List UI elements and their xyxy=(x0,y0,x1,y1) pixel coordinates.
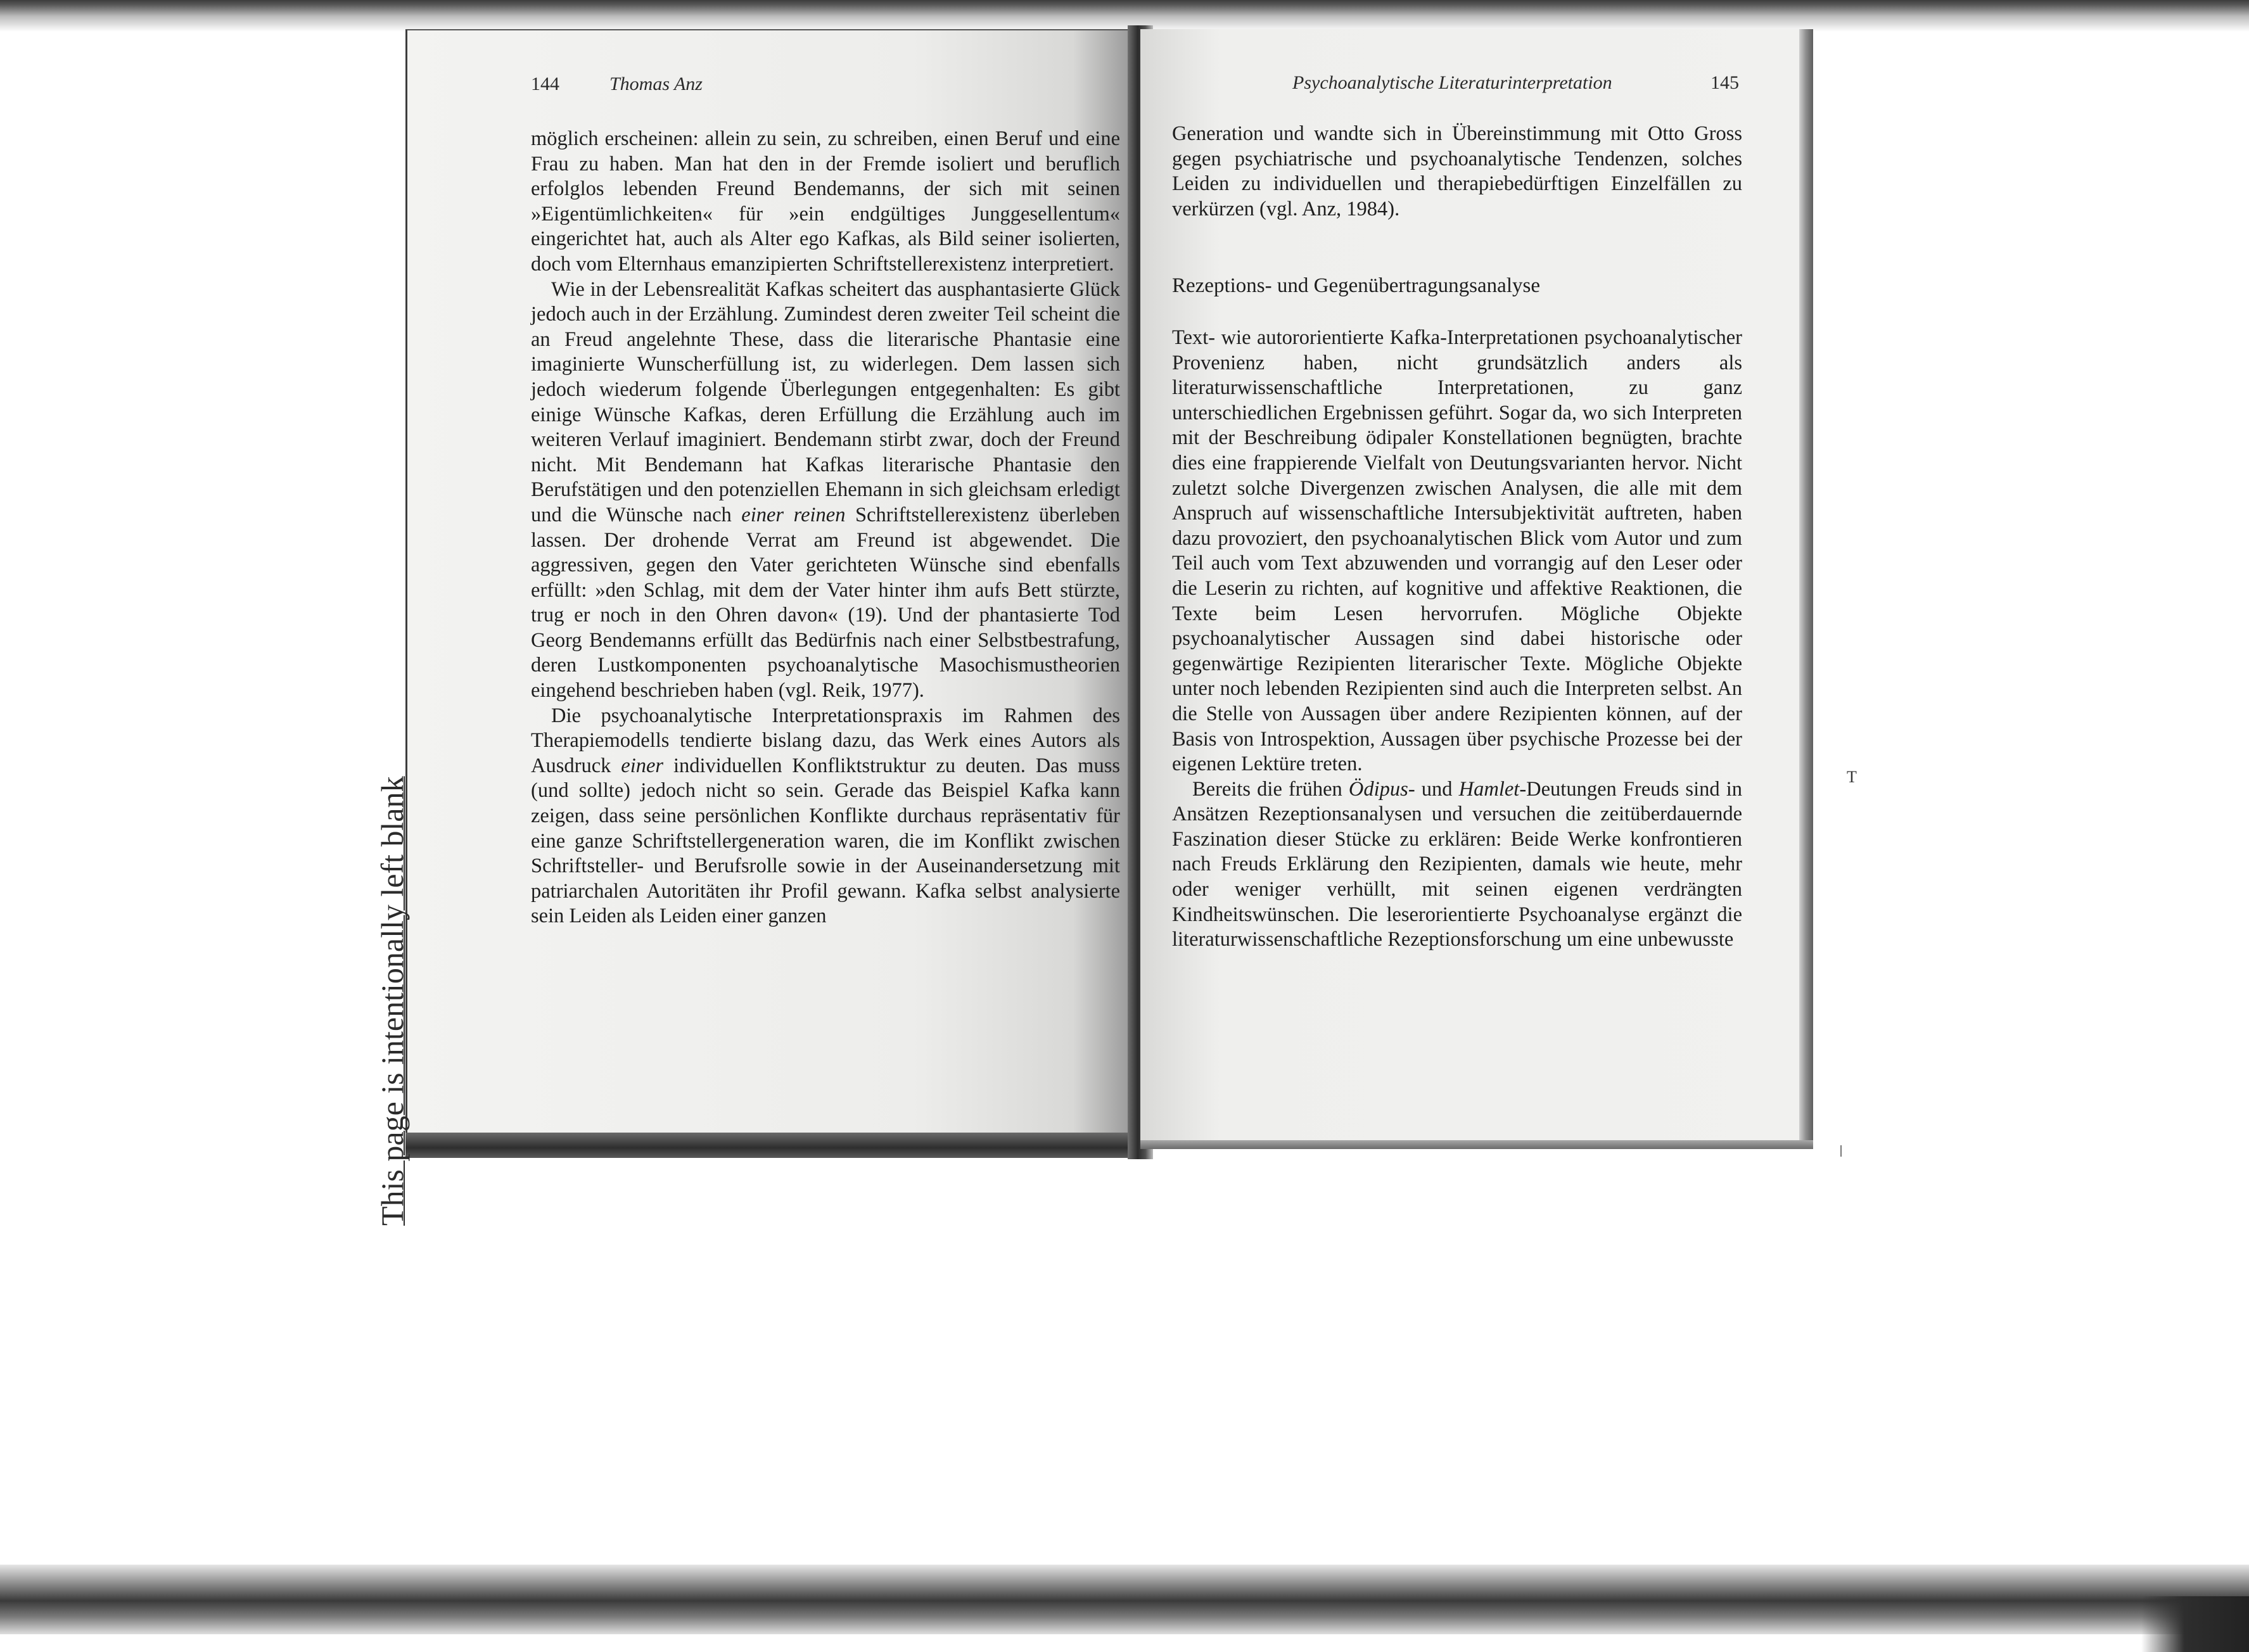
italic-text: reinen xyxy=(793,503,846,526)
left_page-paragraph xyxy=(531,277,1120,704)
right-page-number: 145 xyxy=(1711,72,1739,93)
body-text xyxy=(784,504,794,526)
right_page-paragraph xyxy=(1172,777,1742,953)
edge-tick xyxy=(1840,1145,1842,1157)
right-page-intro xyxy=(1172,122,1742,222)
right-page-bottom-edge xyxy=(1140,1140,1813,1149)
body-text: Text- wie autororientierte Kafka-Interpretationen psychoanalytischer Provenienz haben, nicht grundsätzlich anders als literaturwissenschaftliche Interpretationen, zu ganz unterschiedlichen Ergebnissen geführt. Sogar da, wo sich Interpreten mit der Beschreibung ödipaler Konstellationen begnügten, brachte dies eine frappierende Vielfalt von Deutungsvarianten hervor. Nicht zuletzt solche Divergenzen zwischen Analysen, die alle mit dem Anspruch auf wissenschaftliche Intersubjektivität auftreten, haben dazu provoziert, den psychoanalytischen Blick vom Autor und zum Teil auch vom Text abzuwenden und vorrangig auf den Leser oder die Leserin zu richten, auf kognitive und affektive Reaktionen, die Texte beim Lesen hervorrufen. Mögliche Objekte psychoanalytischer Aussagen sind dabei historische oder gegenwärtige Rezipienten literarischer Texte. Mögliche Objekte unter noch lebenden Rezipienten sind auch die Interpreten selbst. An die Stelle von Aussagen über andere Rezipienten können, auf der Basis von Introspektion, Aussagen über psychische Prozesse bei der eigenen Lektüre treten. xyxy=(1172,326,1742,776)
right-running-head: Psychoanalytische Literaturinterpretation xyxy=(1292,72,1612,93)
left_page-paragraph xyxy=(531,704,1120,929)
body-text: möglich erscheinen: allein zu sein, zu schreiben, einen Beruf und eine Frau zu haben. Man hat den in der Fremde isoliert und beruflich erfolglos lebenden Freund Bendemanns, der sich mit seinen »Eigentümlichkeiten« für »ein endgültiges Junggesellentum« eingerichtet hat, auch als Alter ego Kafkas, als Bild seiner isolierten, doch vom Elternhaus emanzipierten Schriftstellerexistenz interpretiert. xyxy=(531,127,1120,276)
left_page-paragraph xyxy=(531,127,1120,277)
scan-top-shadow xyxy=(0,0,2249,32)
body-text: Schriftstellerexistenz überleben lassen. Der drohende Verrat am Freund ist abgewendet. Die aggressiven, gegen den Vater gerichteten Wünsche sind ebenfalls erfüllt: »den Schlag, mit dem der Vater hinter ihm aufs Bett stürzte, trug er noch in den Ohren davon« (19). Und der phantasierte Tod Georg Bendemanns erfüllt das Bedürfnis nach einer Selbstbestrafung, deren Lustkomponenten psychoanalytische Masochismustheorien eingehend beschrieben haben (vgl. Reik, 1977). xyxy=(531,503,1121,702)
italic-text: Ödipus- xyxy=(1348,777,1415,801)
right_page-paragraph xyxy=(1172,326,1742,777)
body-text: Wie in der Lebensrealität Kafkas scheitert das ausphantasierte Glück jedoch auch in der Erzählung. Zumindest deren zweiter Teil scheint die an Freud angelehnte These, dass die literarische Phantasie eine imaginierte Wunscherfüllung ist, zu widerlegen. Dem lassen sich jedoch wiederum folgende Überlegungen entgegenhalten: Es gibt einige Wünsche Kafkas, deren Erfüllung die Erzählung auch im weiteren Verlauf imaginiert. Bendemann stirbt zwar, doch der Freund nicht. Mit Bendemann hat Kafkas literarische Phantasie den Berufstätigen und den potenziellen Ehemann in sich gleichsam erledigt und die Wünsche nach xyxy=(531,277,1120,526)
italic-text: einer xyxy=(621,754,664,777)
scan-bottom-blot xyxy=(2141,1596,2249,1652)
left-page-text xyxy=(531,127,1120,929)
body-text: Die psychoanalytische Interpretationspraxis im Rahmen des Therapiemodells tendierte bislang dazu, das Werk eines Autors als Ausdruck xyxy=(531,704,1120,777)
italic-text: einer xyxy=(741,503,784,526)
left-page-number: 144 xyxy=(531,73,559,94)
left-running-head: Thomas Anz xyxy=(609,73,703,94)
left-page-bottom-edge xyxy=(405,1133,1134,1158)
intro-paragraph: Generation und wandte sich in Übereinstimmung mit Otto Gross gegen psychiatrische und psychoanalytische Tendenzen, solches Leiden zu individuellen und therapiebedürftigen Einzelfällen zu verkürzen (vgl. Anz, 1984). xyxy=(1172,122,1742,220)
body-text: und xyxy=(1415,777,1459,801)
body-text: Bereits die frühen xyxy=(1192,777,1349,801)
section-heading: Rezeptions- und Gegenübertragungsanalyse xyxy=(1172,274,1540,297)
edge-mark: T xyxy=(1847,768,1857,786)
italic-text: Hamlet- xyxy=(1458,777,1527,801)
right-page-text xyxy=(1172,326,1742,953)
scan-bottom-shadow xyxy=(0,1565,2249,1634)
right-page-edge xyxy=(1799,29,1813,1144)
body-text: Deutungen Freuds sind in Ansätzen Rezeptionsanalysen und versuchen die zeitüberdauernde Faszination dieser Stücke zu erklären: Beide Werke konfrontieren nach Freuds Erklärung den Rezipienten, damals wie heute, mehr oder weniger verhüllt, mit seinen eigenen verdrängten Kindheitswünschen. Die leserorientierte Psychoanalyse ergänzt die literaturwissenschaftliche Rezeptionsforschung um eine unbewusste xyxy=(1172,777,1743,951)
scan-stamp: This page is intentionally left blank xyxy=(374,776,410,1226)
body-text: individuellen Konfliktstruktur zu deuten. Das muss (und sollte) jedoch nicht so sein. Gerade das Beispiel Kafka kann zeigen, dass seine persönlichen Konflikte durchaus repräsentativ für eine ganze Schriftstellergeneration waren, die im Konflikt zwischen Schriftsteller- und Berufsrolle sowie in der Auseinandersetzung mit patriarchalen Autoritäten ihr Profil gewann. Kafka selbst analysierte sein Leiden als Leiden einer ganzen xyxy=(531,754,1121,928)
